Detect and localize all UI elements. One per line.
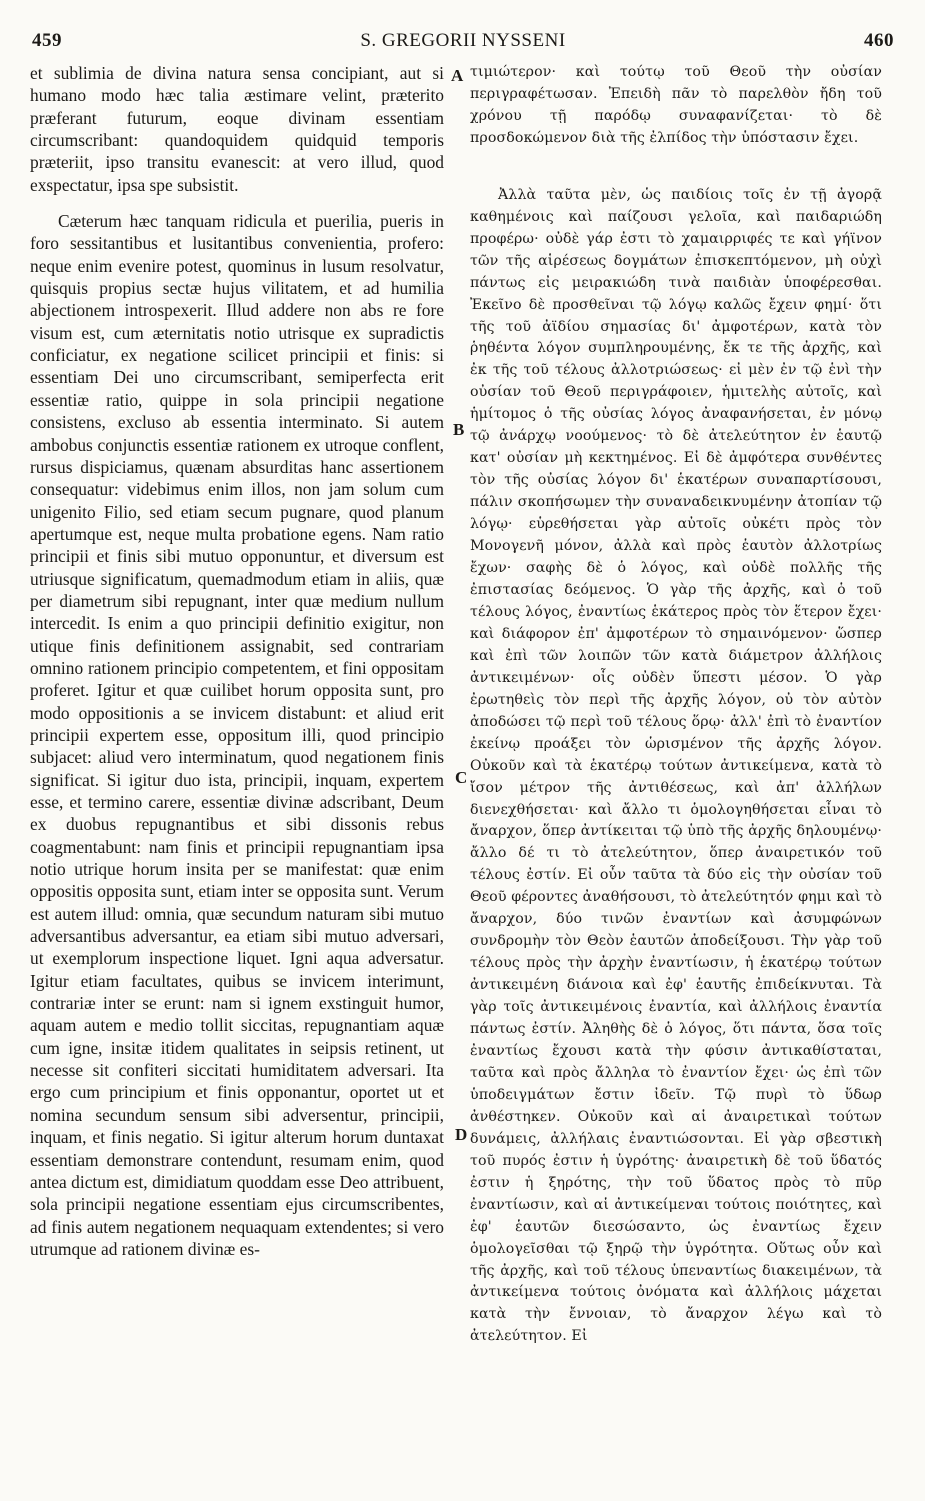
margin-letter-b: B	[453, 420, 465, 439]
page-number-right: 460	[864, 30, 894, 51]
page-number-left: 459	[32, 30, 62, 51]
latin-paragraph-1: et sublimia de divina natura sensa concipiant, aut si humano modo hæc talia æstimare velint, præterito præferant futurum, eoque divinam essentiam circumscribant: quandoquidem quidquid temporis præteriit, ipso transitu evanescit: at vero illud, quod exspectatur, ipsa spe subsistit.	[30, 63, 444, 195]
latin-column	[30, 62, 444, 1482]
margin-letter-a: A	[451, 66, 464, 85]
greek-paragraph-2: Ἀλλὰ ταῦτα μὲν, ὡς παιδίοις τοῖς ἐν τῇ ἀγορᾷ καθημένοις καὶ παίζουσι γελοῖα, καὶ παιδαριώδη προφέρω· οὐδὲ γάρ ἐστι τὸ χαμαιρριφές τε καὶ γήϊνον τῶν τῆς αἱρέσεως δογμάτων ἐπισκεπτόμενον, μὴ οὐχὶ πάντως εἰς μειρακιώδη τινὰ παιδιὰν ὑποφέρεσθαι. Ἐκεῖνο δὲ προσθεῖναι τῷ λόγῳ καλῶς ἔχειν φημί· ὅτι τῆς τοῦ ἀϊδίου σημασίας δι' ἀμφοτέρων, κατὰ τὸν ῥηθέντα λόγον συμπληρουμένης, ἔκ τε τῆς ἀρχῆς, καὶ ἐκ τῆς τοῦ τέλους ἀλλοτριώσεως· εἰ μὲν ἐν τῷ ἑνὶ τὴν οὐσίαν τοῦ Θεοῦ περιγράφοιεν, ἡμιτελὴς αὐτοῖς, καὶ ἡμίτομος ὁ τῆς οὐσίας λόγος ἀναφανήσεται, ἐν μόνῳ τῷ ἀνάρχῳ νοούμενος· τὸ δὲ ἀτελεύτητον ἐν ἑαυτῷ κατ' οὐσίαν μὴ κεκτημένος. Εἰ δὲ ἀμφότερα συνθέντες τὸν τῆς οὐσίας λόγον δι' ἑκατέρων συναπαρτίσουσι, πάλιν σκοπήσωμεν τὴν συναναδεικνυμένην ἀτοπίαν τῷ λόγῳ· εὑρεθήσεται γὰρ αὐτοῖς οὐκέτι πρὸς τὸν Μονογενῆ μόνον, ἀλλὰ καὶ πρὸς ἑαυτὸν ἀλλοτρίως ἔχων· σαφὴς δὲ ὁ λόγος, καὶ οὐδὲ πολλῆς τῆς ἐπιστασίας δεόμενος. Ὁ γὰρ τῆς ἀρχῆς, καὶ ὁ τοῦ τέλους λόγος, ἐναντίως ἑκάτερος πρὸς τὸν ἕτερον ἔχει· καὶ διάφορον ἐπ' ἀμφοτέρων τὸ σημαινόμενον· ὥσπερ καὶ ἐπὶ τῶν λοιπῶν τῶν κατὰ διάμετρον ἀλλήλοις ἀντικειμένων· οἷς οὐδὲν ὕπεστι μέσον. Ὁ γὰρ ἐρωτηθεὶς τὸν περὶ τῆς ἀρχῆς λόγον, οὐ τὸν αὐτὸν ἀποδώσει τῷ περὶ τοῦ τέλους ὅρῳ· ἀλλ' ἐπὶ τὸ ἐναντίον ἐκείνῳ προάξει τὸν ὡρισμένον τῆς ἀρχῆς λόγον. Οὐκοῦν καὶ τὰ ἑκατέρῳ τούτων ἀντικείμενα, κατὰ τὸ ἴσον μέτρον τῆς ἀντιθέσεως, καὶ ἀπ' ἀλλήλων διενεχθήσεται· καὶ ἄλλο τι ὁμολογηθήσεται εἶναι τὸ ἄναρχον, ὅπερ ἀντίκειται τῷ ὑπὸ τῆς ἀρχῆς δηλουμένῳ· ἄλλο δέ τι τὸ ἀτελεύτητον, ὅπερ ἀναιρετικόν τοῦ τέλους ἐστίν. Εἰ οὖν ταῦτα τὰ δύο εἰς τὴν οὐσίαν τοῦ Θεοῦ φέροντες ἀναθήσουσι, τὸ ἀτελεύτητόν φημι καὶ τὸ ἄναρχον, δύο τινῶν ἐναντίων καὶ ἀσυμφώνων συνδρομὴν τὸν Θεὸν ἑαυτῶν ἀποδείξουσι. Τὴν γὰρ τοῦ τέλους πρὸς τὴν ἀρχὴν ἐναντίωσιν, ἡ ἑκατέρῳ τούτων ἀντικειμένη διάνοια καὶ ἐφ' ἑαυτῆς ἐπιδείκνυται. Τὰ γὰρ τοῖς ἀντικειμένοις ἐναντία, καὶ ἀλλήλοις ἐναντία πάντως ἐστίν. Ἀληθὴς δὲ ὁ λόγος, ὅτι πάντα, ὅσα τοῖς ἐναντίως ἔχουσι κατὰ τὴν φύσιν ἀντικαθίσταται, ταῦτα καὶ πρὸς ἄλληλα τὸ ἐναντίον ἔχει· ὡς ἐπὶ τῶν ὑποδειγμάτων ἔστιν ἰδεῖν. Τῷ πυρὶ τὸ ὕδωρ ἀνθέστηκεν. Οὐκοῦν καὶ αἱ ἀναιρετικαὶ τούτων δυνάμεις, ἀλλήλαις ἐναντιώσονται. Εἰ γὰρ σβεστικὴ τοῦ πυρός ἐστιν ἡ ὑγρότης· ἀναιρετικὴ δὲ τοῦ ὕδατός ἐστιν ἡ ξηρότης, τὴν τοῦ ὕδατος πρὸς τὸ πῦρ ἐναντίωσιν, καὶ αἱ ἀντικείμεναι τούτοις ποιότητες, καὶ ἐφ' ἑαυτῶν διεσώσαντο, ὡς ἐναντίως ἔχειν ὁμολογεῖσθαι τῷ ξηρῷ τὴν ὑγρότητα. Οὕτως οὖν καὶ τῆς ἀρχῆς, καὶ τοῦ τέλους ὑπεναντίως διακειμένων, τὰ ἀντικείμενα τούτοις ὀνόματα καὶ ἀλλήλοις μάχεται κατὰ τὴν ἔννοιαν, τὸ ἄναρχον λέγω καὶ τὸ ἀτελεύτητον. Εἰ	[470, 186, 882, 1345]
greek-column	[470, 62, 882, 1482]
page-header	[32, 30, 894, 56]
latin-paragraph-2: Cæterum hæc tanquam ridicula et puerilia, pueris in foro sessitantibus et lusitantibus convenientia, profero: neque enim evenire potest, quominus in lusum resolvatur, quisquis propius sectæ hujus vilitatem, et ad humilia abjectionem introspexerit. Illud addere non abs re fore visum est, cum æternitatis notio utrisque ex supradictis conficiatur, ex negatione scilicet principii et finis: si essentiam Dei uno circumscribant, semiperfecta erit essentiæ ratio, quippe in sola principii negatione consistens, excluso ab essentia interminato. Si autem ambobus conjunctis essentiæ rationem ex utroque conflent, rursus dispiciamus, quænam absurditas hanc assertionem consequatur: videbimus enim illos, non jam solum cum unigenito Filio, sed etiam secum pugnare, quod planum apertumque est, neque multa probatione egens. Nam ratio principii et finis sibi mutuo opponuntur, et diversum est utriusque significatum, quemadmodum etiam in aliis, quæ per diametrum sibi repugnant, inter quæ medium nullum intercedit. Is enim a quo principii definitio exigitur, non utique finis definitionem assignabit, sed contrariam omnino rationem principio competentem, et fini oppositam proferet. Igitur et quæ cuilibet horum opposita sunt, pro modo oppositionis a se invicem distabunt: et aliud erit principii expertem esse, oppositum illi, quod principio subjacet: aliud vero interminatum, quod negationem finis significat. Si igitur duo ista, principii, inquam, expertem esse, et termino carere, essentiæ divinæ adscribant, Deum ex duobus repugnantibus et sibi dissonis rebus coagmentabunt: nam finis et principii repugnantiam ipsa notio utrique horum insita per se manifestat: quæ enim oppositis opposita sunt, etiam inter se opposita sunt. Verum est autem illud: omnia, quæ secundum naturam sibi mutuo adversantibus adversantur, ea etiam sibi mutuo adversari, ut exemplorum inspectione liquet. Igni aqua adversatur. Igitur etiam facultates, quibus se invicem interimunt, contrariæ inter se erunt: nam si ignem exstinguit humor, aquam autem e medio tollit siccitas, repugnantiam aquæ cum igne, insitæ itidem qualitates in seipsis retinent, ut necesse sit confiteri siccitati humiditatem adversari. Ita ergo cum principium et finis opponantur, oportet ut et nomina secundum sensum sibi adversentur, principii, inquam, et finis negatio. Si igitur alterum horum duntaxat essentiam demonstrare contendunt, resumam enim, quod antea dictum est, dimidiatum quoddam esse Deo attribuent, sola principii negatione essentiam ejus circumscribentes, ad finis autem negationem nequaquam extendentes; si vero utrumque ad rationem divinæ es-	[30, 211, 444, 1259]
margin-letter-c: C	[455, 768, 468, 787]
margin-letter-d: D	[455, 1125, 468, 1144]
running-title: S. GREGORII NYSSENI	[360, 30, 566, 51]
greek-paragraph-1: τιμιώτερον· καὶ τούτῳ τοῦ Θεοῦ τὴν οὐσίαν περιγραφέτωσαν. Ἐπειδὴ πᾶν τὸ παρελθὸν ἤδη τοῦ χρόνου τῇ παρόδῳ συναφανίζεται· τὸ δὲ προσδοκώμενον διὰ τῆς ἐλπίδος τὴν ὑπόστασιν ἔχει.	[470, 64, 882, 146]
